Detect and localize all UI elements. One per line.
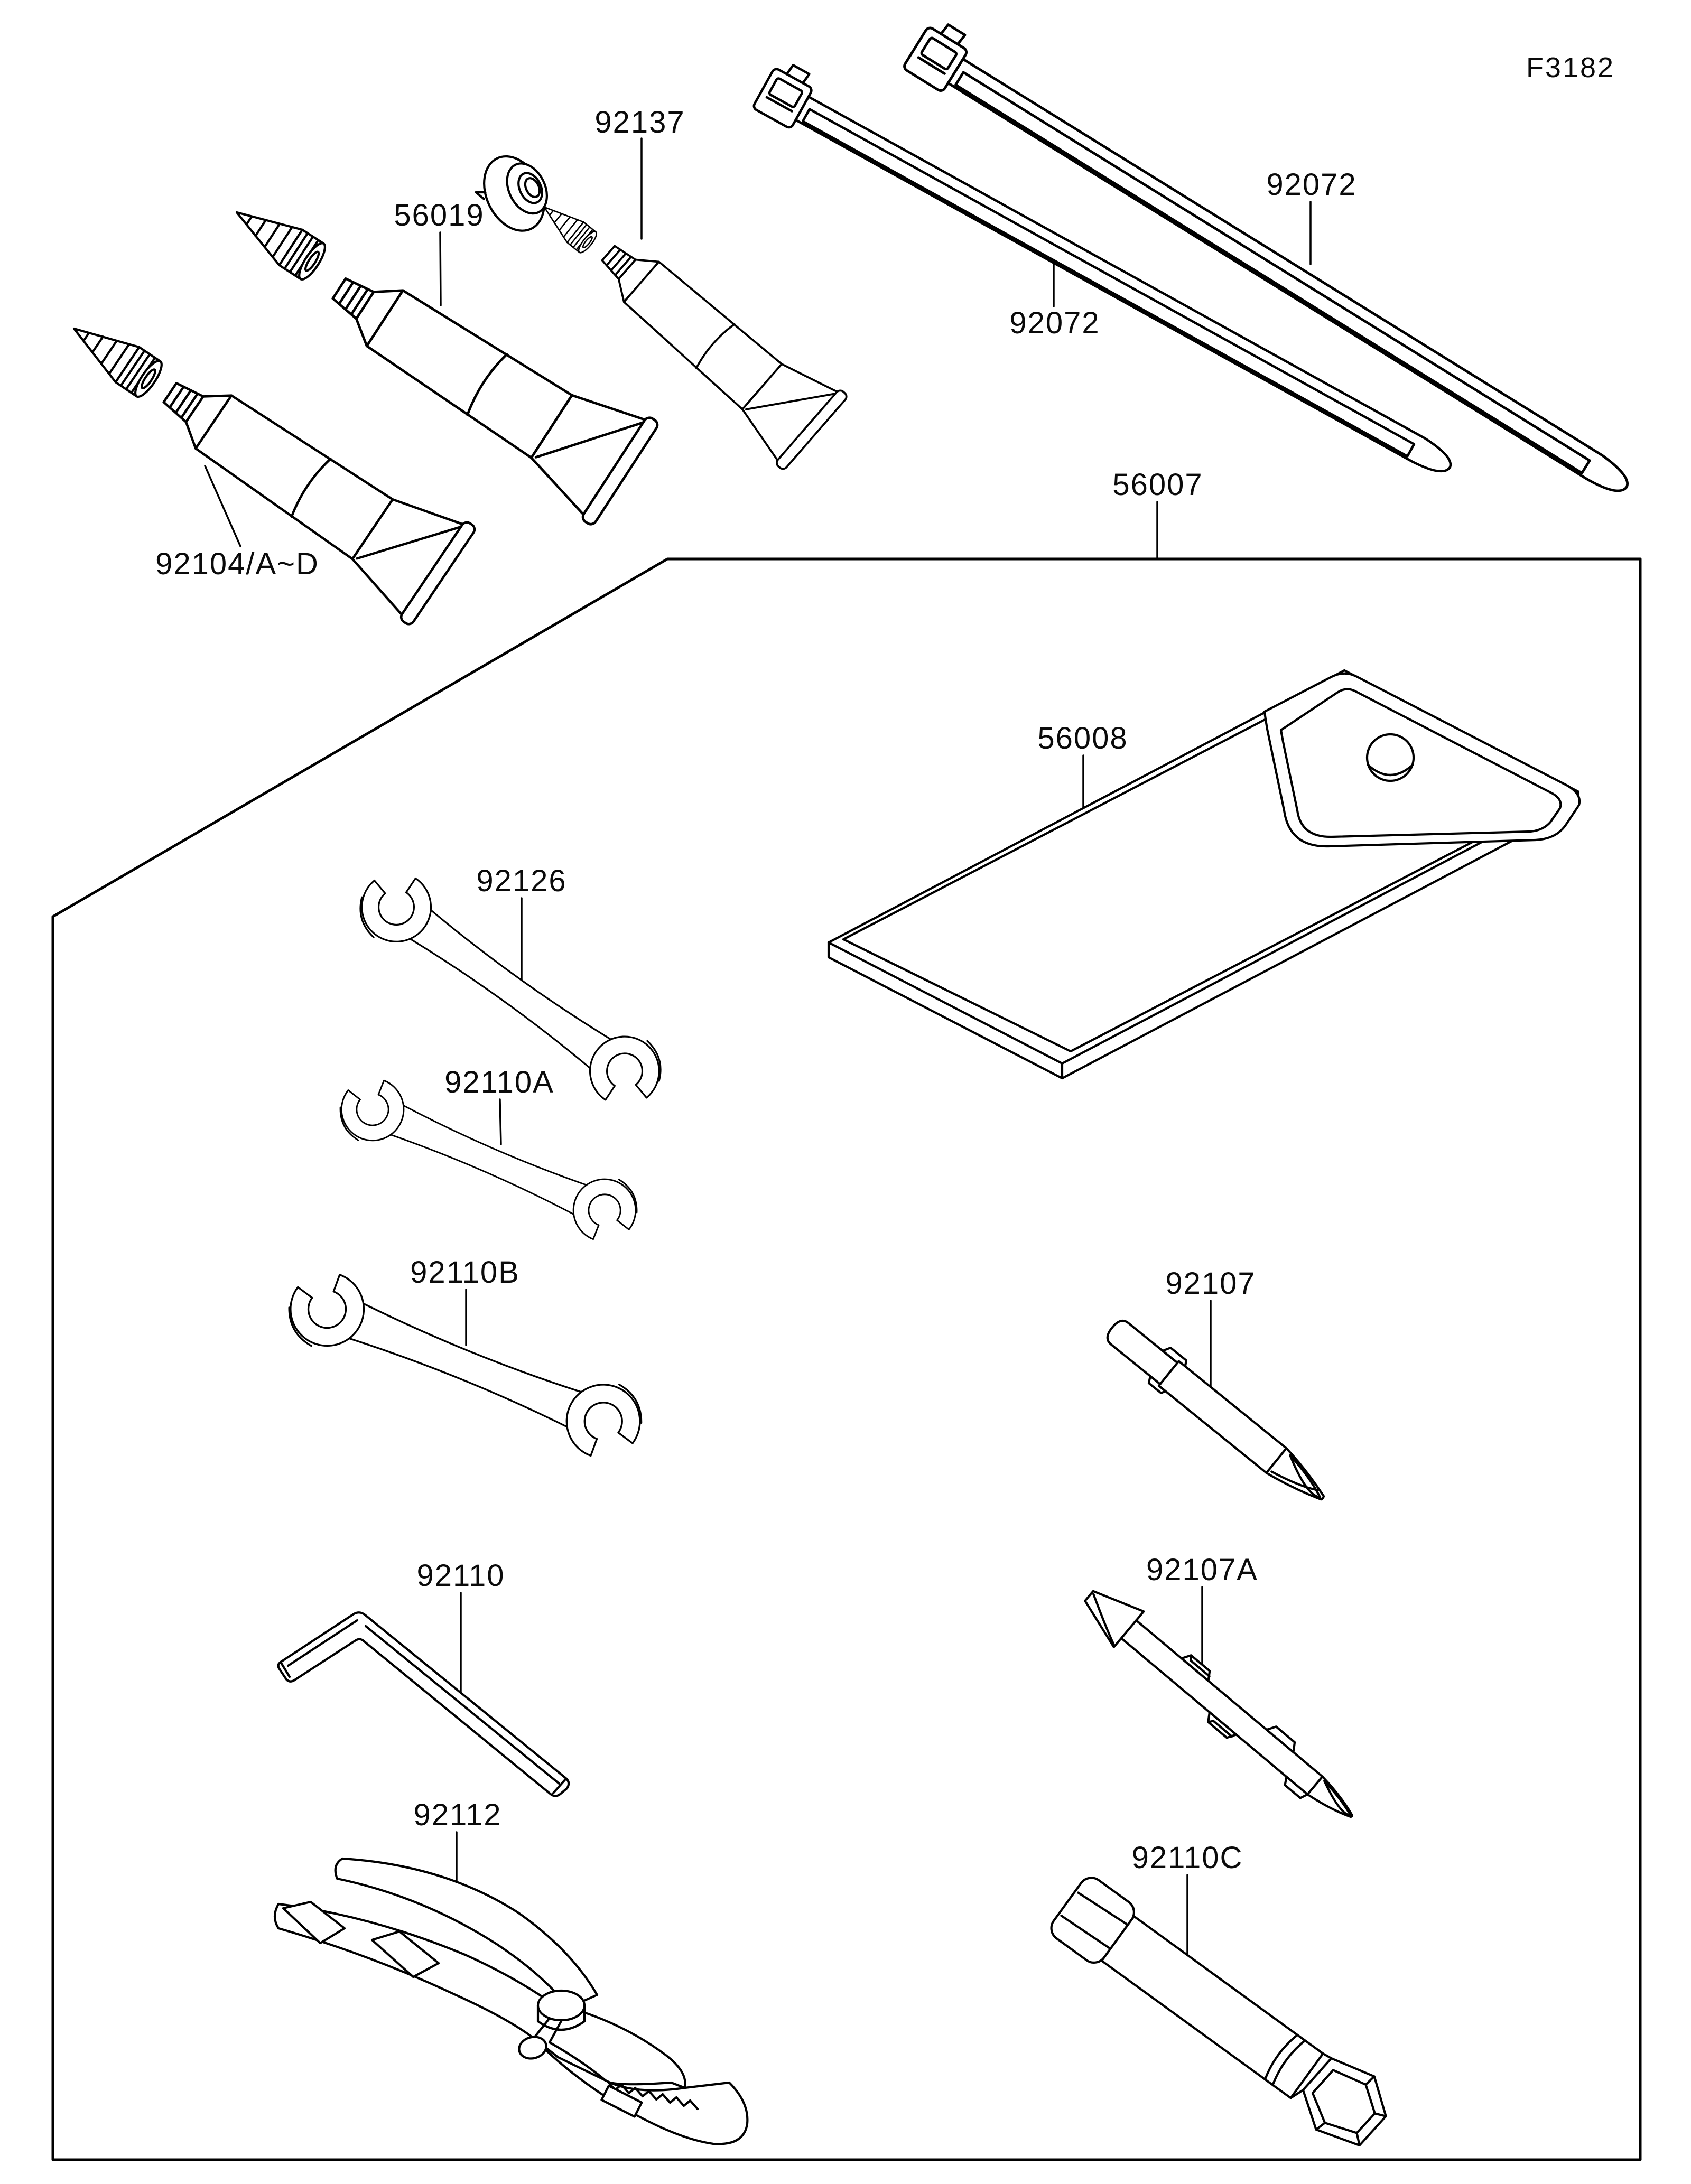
part-drawing-92112-pliers <box>275 1859 747 2144</box>
part-drawing-92110-hex-key <box>278 1612 569 1796</box>
part-label-56008: 56008 <box>1037 721 1128 755</box>
part-label-92137: 92137 <box>594 105 685 139</box>
part-label-92110b: 92110B <box>410 1255 520 1290</box>
part-label-92072-left: 92072 <box>1009 306 1100 340</box>
part-label-92126: 92126 <box>476 864 567 898</box>
bag-button <box>1367 734 1414 781</box>
part-label-92107a: 92107A <box>1146 1553 1258 1587</box>
part-drawing-92107a-double-bit <box>1074 1578 1367 1834</box>
part-label-92107: 92107 <box>1165 1266 1256 1301</box>
part-drawing-92107-bit <box>1100 1311 1336 1514</box>
part-drawing-92110c-tube-spanner <box>1045 1870 1401 2158</box>
pivot-bolt <box>538 1991 584 2020</box>
part-drawing-92072-cable-tie-right <box>903 16 1646 509</box>
part-label-92110: 92110 <box>416 1558 505 1593</box>
part-drawing-92072-cable-tie-left <box>752 58 1466 488</box>
part-label-56007: 56007 <box>1112 468 1203 502</box>
part-label-92072-right: 92072 <box>1266 167 1357 202</box>
part-label-92112: 92112 <box>413 1798 502 1832</box>
figure-code: F3182 <box>1526 52 1615 83</box>
part-drawing-56008-tool-bag <box>829 670 1579 1078</box>
part-label-56019: 56019 <box>394 198 485 232</box>
part-label-92104: 92104/A~D <box>155 547 319 581</box>
part-label-92110c: 92110C <box>1131 1841 1243 1875</box>
part-label-92110a: 92110A <box>444 1065 554 1099</box>
